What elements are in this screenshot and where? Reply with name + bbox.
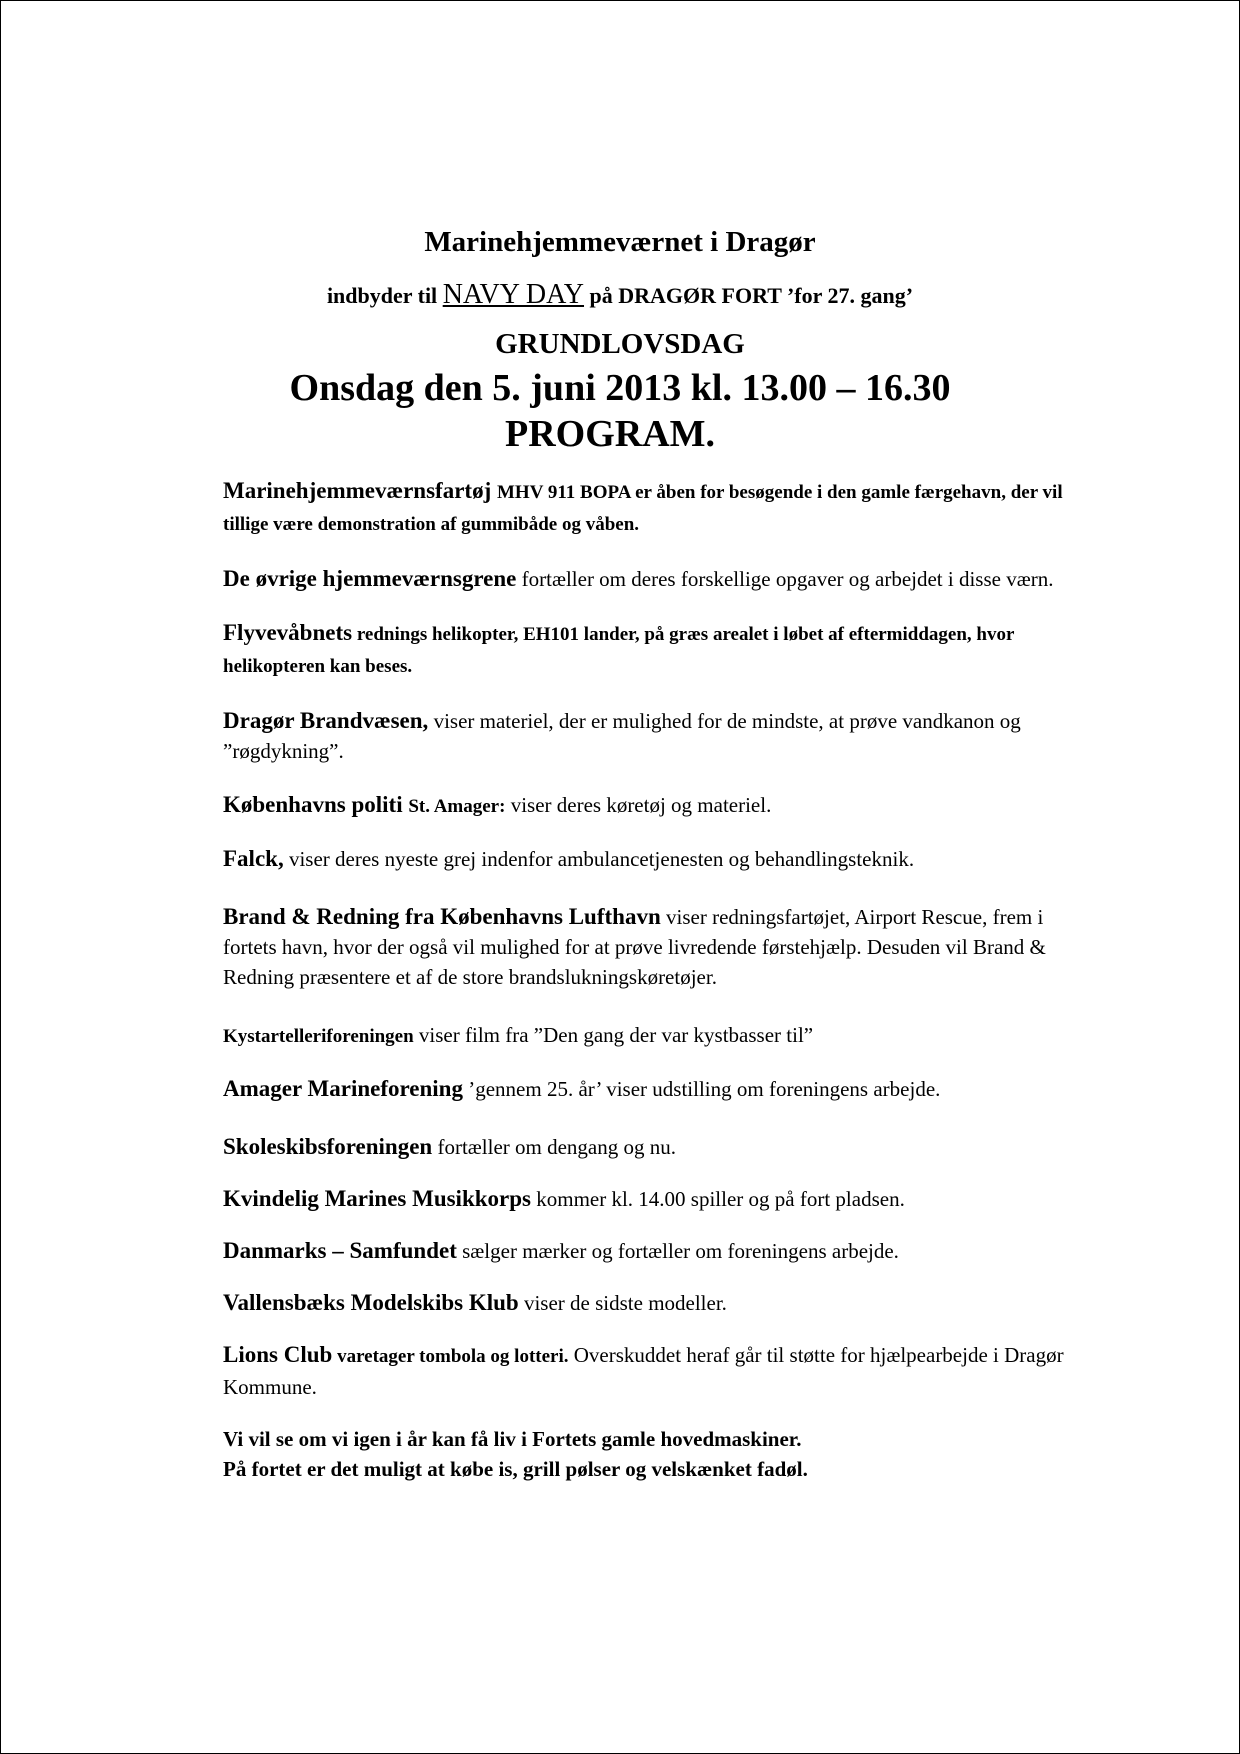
holiday-heading: GRUNDLOVSDAG bbox=[495, 328, 745, 360]
item-lead: Marinehjemmeværnsfartøj bbox=[223, 478, 497, 503]
program-item-home-guard bbox=[223, 564, 1085, 594]
item-text: viser film fra ”Den gang der var kystbasser til” bbox=[413, 1023, 814, 1047]
item-lead: Københavns politi bbox=[223, 792, 409, 817]
program-item-air-force bbox=[223, 618, 1085, 682]
item-text: kommer kl. 14.00 spiller og på fort pladsen. bbox=[530, 1187, 905, 1211]
invitation-line bbox=[0, 280, 1240, 311]
program-item-model-ships bbox=[223, 1288, 1085, 1318]
item-lead: Amager Marineforening bbox=[223, 1076, 463, 1101]
program-item-amager-marine bbox=[223, 1074, 1085, 1104]
invite-prefix: indbyder til bbox=[326, 283, 443, 308]
program-item-training-ships bbox=[223, 1132, 1085, 1162]
program-item-band bbox=[223, 1184, 1085, 1214]
invite-suffix: på DRAGØR FORT ’for 27. gang’ bbox=[584, 283, 914, 308]
item-lead: Skoleskibsforeningen bbox=[223, 1134, 433, 1159]
item-lead-small: varetager tombola og lotteri. bbox=[332, 1346, 569, 1367]
item-lead-small: MHV 911 BOPA er åben for besøgende i den gamle færgehavn, der vil tillige være demonstration af gummibåde og våben. bbox=[223, 482, 1063, 535]
program-item-lions-club bbox=[223, 1340, 1085, 1402]
item-text: viser redningsfartøjet, Airport Rescue, frem i fortets havn, hvor der også vil mulighed for at prøve livredende førstehjælp. Desuden vil Brand & Redning præsentere et af de store brandslukningskøretøjer. bbox=[223, 905, 1046, 989]
item-text: sælger mærker og fortæller om foreningens arbejde. bbox=[456, 1239, 899, 1263]
event-name: NAVY DAY bbox=[442, 279, 585, 310]
program-item-falck bbox=[223, 844, 1085, 874]
closing-line-food: På fortet er det muligt at købe is, grill pølser og velskænket fadøl. bbox=[223, 1457, 808, 1481]
item-lead-small: rednings helikopter, EH101 lander, på græs arealet i løbet af eftermiddagen, hvor helikopteren kan beses. bbox=[223, 624, 1015, 677]
item-lead: Kvindelig Marines Musikkorps bbox=[223, 1186, 531, 1211]
item-lead: Danmarks – Samfundet bbox=[223, 1238, 457, 1263]
item-lead: Falck, bbox=[223, 846, 284, 871]
item-text: fortæller om deres forskellige opgaver og arbejdet i disse værn. bbox=[516, 567, 1054, 591]
item-text: Overskuddet heraf går til støtte for hjælpearbejde i Dragør Kommune. bbox=[223, 1343, 1064, 1399]
item-lead-small: St. Amager: bbox=[408, 796, 506, 817]
page-title: Marinehjemmeværnet i Dragør bbox=[424, 226, 816, 258]
item-lead: Flyvevåbnets bbox=[223, 620, 353, 645]
item-text: viser materiel, der er mulighed for de mindste, at prøve vandkanon og ”røgdykning”. bbox=[223, 709, 1021, 763]
program-item-airport-rescue bbox=[223, 902, 1085, 992]
item-text: viser deres nyeste grej indenfor ambulancetjenesten og behandlingsteknik. bbox=[283, 847, 915, 871]
item-lead: Lions Club bbox=[223, 1342, 333, 1367]
item-lead: Dragør Brandvæsen, bbox=[223, 708, 429, 733]
item-lead: Vallensbæks Modelskibs Klub bbox=[223, 1290, 519, 1315]
program-list bbox=[223, 476, 1085, 1484]
item-text: viser de sidste modeller. bbox=[518, 1291, 727, 1315]
item-text: viser deres køretøj og materiel. bbox=[505, 793, 772, 817]
program-item-mhv-boat bbox=[223, 476, 1085, 540]
item-text: fortæller om dengang og nu. bbox=[432, 1135, 676, 1159]
program-item-coastal-artillery bbox=[223, 1020, 1085, 1052]
program-item-danmarks-samfundet bbox=[223, 1236, 1085, 1266]
item-lead: Brand & Redning fra Københavns Lufthavn bbox=[223, 904, 661, 929]
program-item-fire-brigade bbox=[223, 706, 1085, 766]
closing-line-engines: Vi vil se om vi igen i år kan få liv i Fortets gamle hovedmaskiner. bbox=[223, 1427, 802, 1451]
event-date: Onsdag den 5. juni 2013 kl. 13.00 – 16.30 bbox=[289, 367, 951, 409]
closing-notes bbox=[223, 1424, 1085, 1484]
program-item-police bbox=[223, 790, 1085, 822]
item-text: ’gennem 25. år’ viser udstilling om foreningens arbejde. bbox=[462, 1077, 941, 1101]
item-lead-small: Kystartelleriforeningen bbox=[223, 1026, 414, 1047]
item-lead: De øvrige hjemmeværnsgrene bbox=[223, 566, 517, 591]
program-heading: PROGRAM. bbox=[505, 413, 716, 455]
